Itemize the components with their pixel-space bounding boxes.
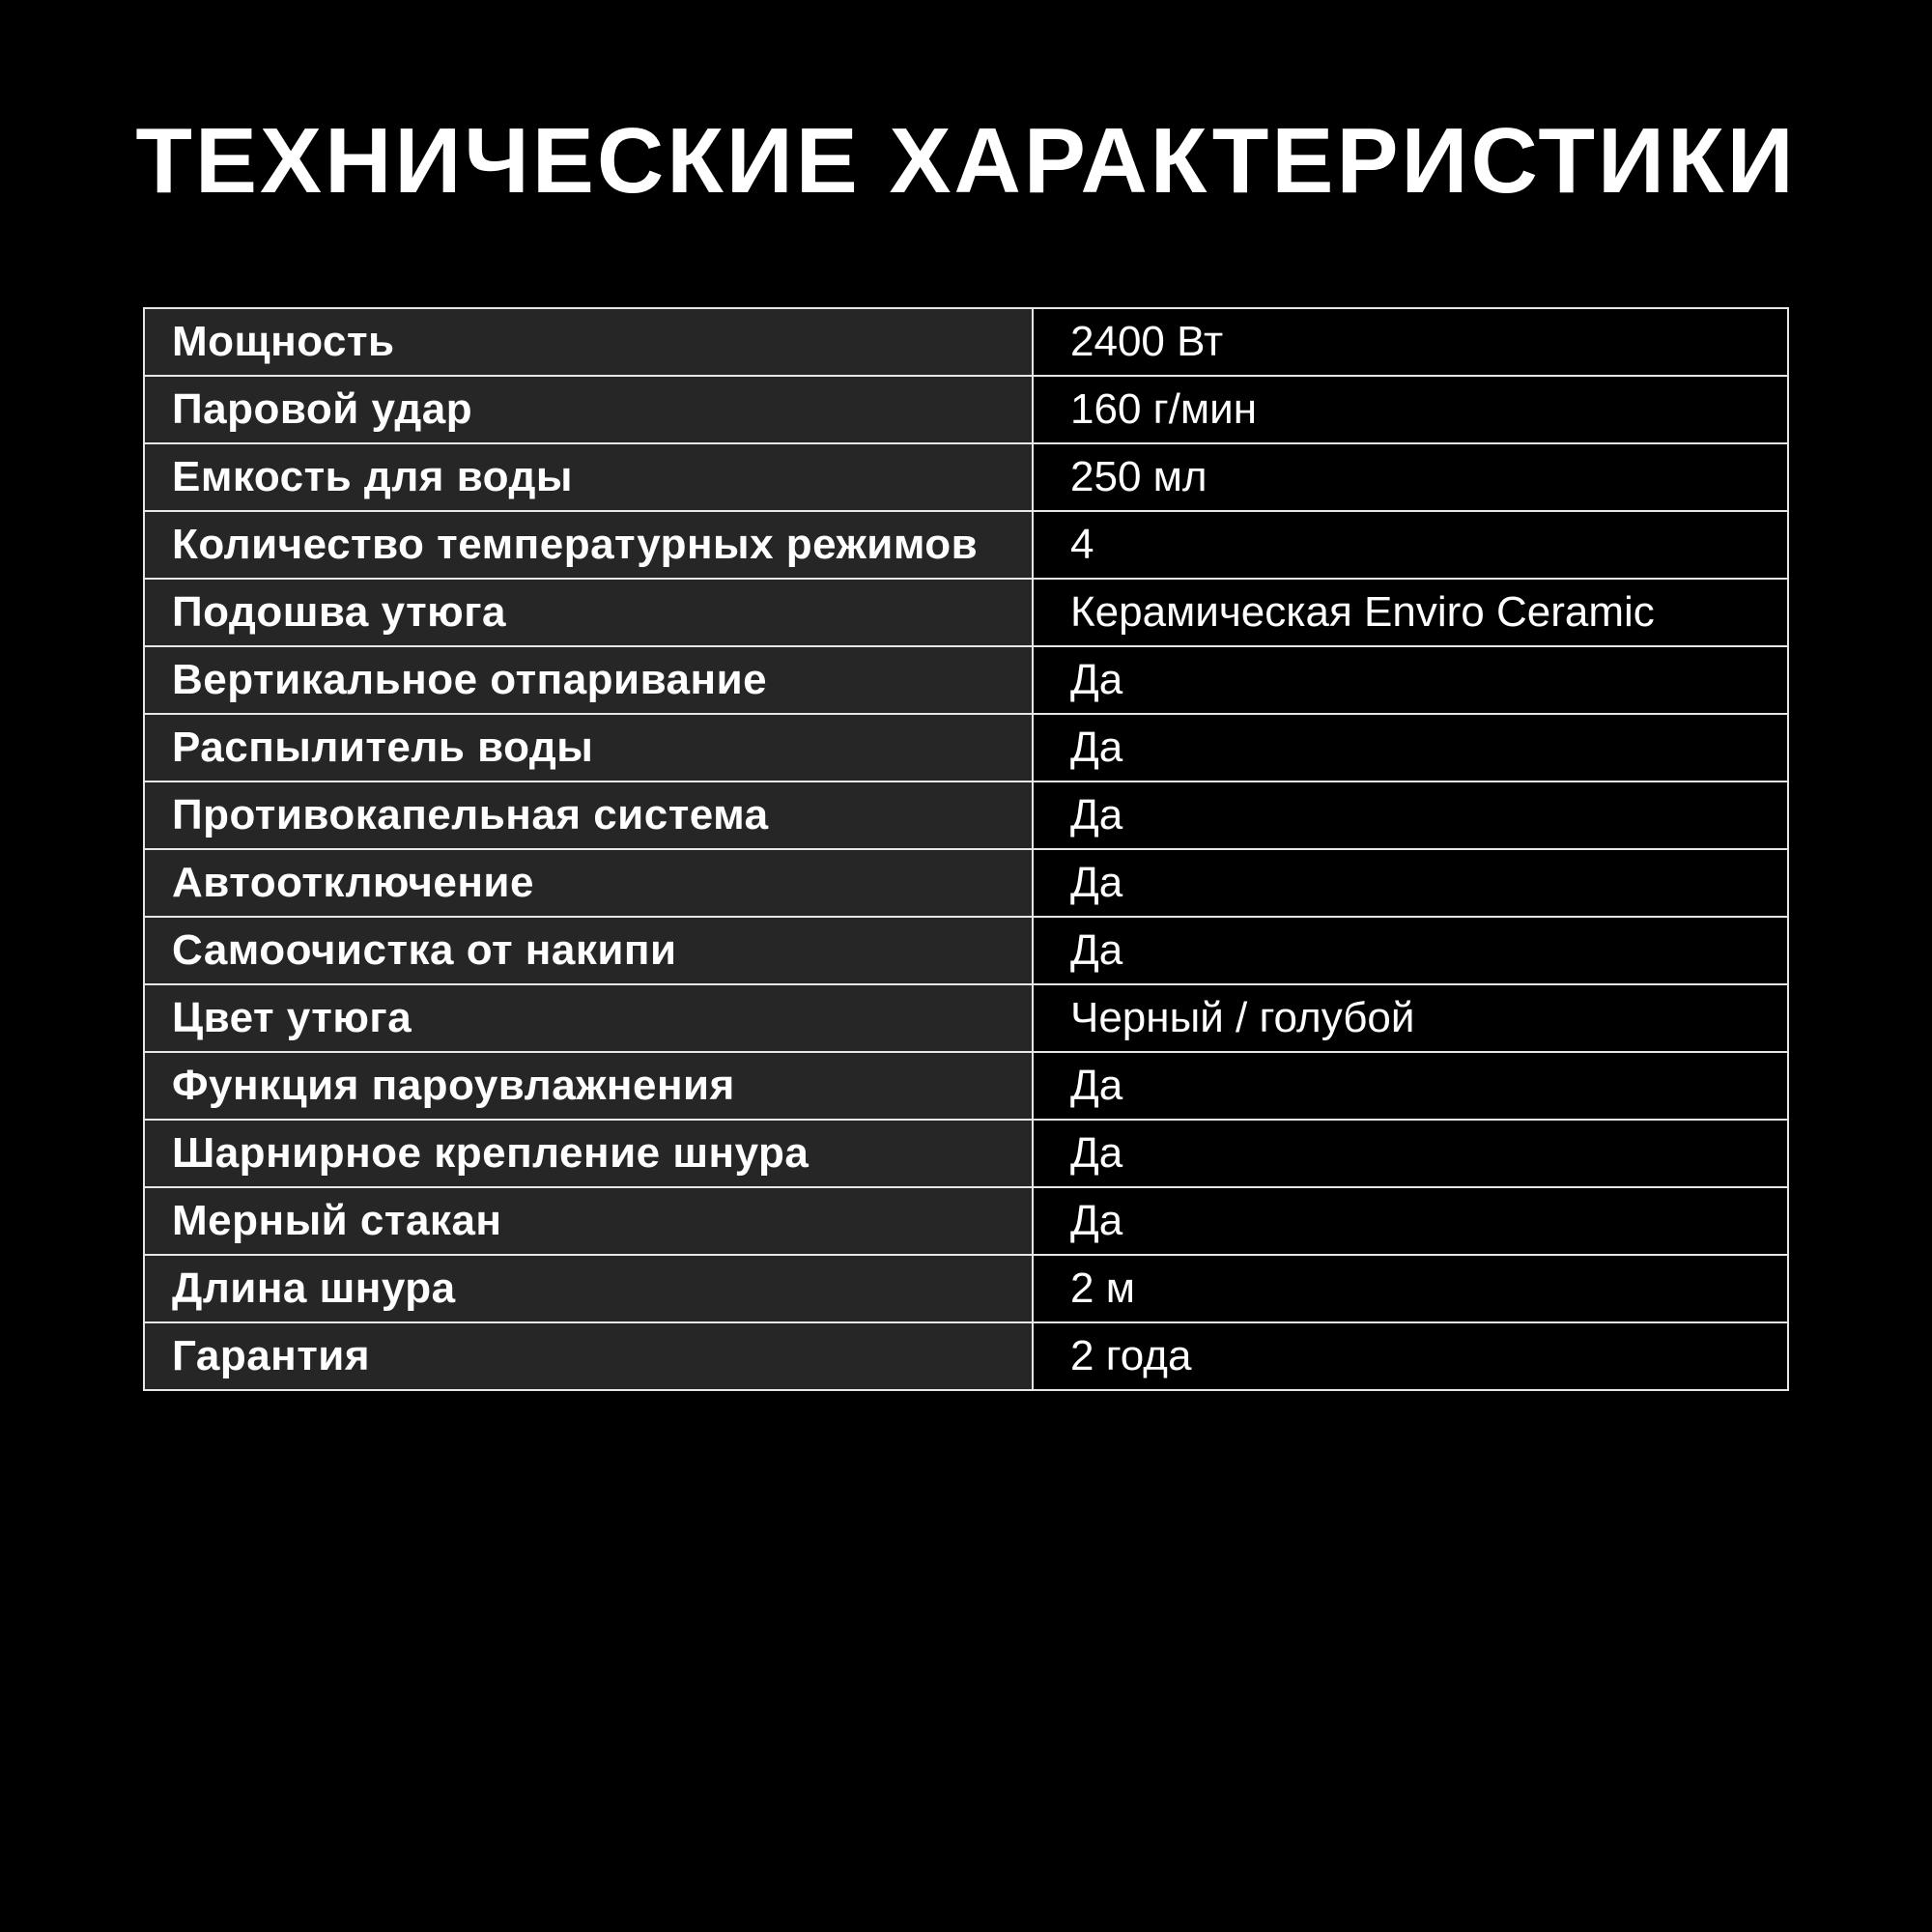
spec-value: 4 <box>1033 511 1788 579</box>
spec-label: Самоочистка от накипи <box>144 917 1033 984</box>
spec-value: 160 г/мин <box>1033 376 1788 443</box>
spec-label: Автоотключение <box>144 849 1033 917</box>
spec-label: Распылитель воды <box>144 714 1033 781</box>
spec-label: Длина шнура <box>144 1255 1033 1322</box>
spec-label: Емкость для воды <box>144 443 1033 511</box>
spec-value: 2 м <box>1033 1255 1788 1322</box>
spec-value: Да <box>1033 1187 1788 1255</box>
spec-label: Гарантия <box>144 1322 1033 1390</box>
spec-label: Цвет утюга <box>144 984 1033 1052</box>
spec-row <box>144 781 1788 849</box>
spec-row <box>144 984 1788 1052</box>
spec-row <box>144 308 1788 376</box>
spec-value: 2400 Вт <box>1033 308 1788 376</box>
spec-row <box>144 443 1788 511</box>
spec-row <box>144 917 1788 984</box>
spec-table <box>143 307 1789 1391</box>
spec-value: Да <box>1033 646 1788 714</box>
spec-row <box>144 1255 1788 1322</box>
spec-value: Да <box>1033 849 1788 917</box>
spec-row <box>144 1187 1788 1255</box>
spec-label: Подошва утюга <box>144 579 1033 646</box>
spec-label: Вертикальное отпаривание <box>144 646 1033 714</box>
spec-row <box>144 579 1788 646</box>
spec-label: Паровой удар <box>144 376 1033 443</box>
spec-row <box>144 849 1788 917</box>
spec-value: Да <box>1033 714 1788 781</box>
spec-row <box>144 511 1788 579</box>
spec-row <box>144 376 1788 443</box>
spec-value: 250 мл <box>1033 443 1788 511</box>
spec-row <box>144 714 1788 781</box>
spec-label: Мерный стакан <box>144 1187 1033 1255</box>
page-title: ТЕХНИЧЕСКИЕ ХАРАКТЕРИСТИКИ <box>135 109 1797 213</box>
spec-value: Да <box>1033 781 1788 849</box>
spec-label: Функция пароувлажнения <box>144 1052 1033 1120</box>
spec-row <box>144 1052 1788 1120</box>
spec-value: Да <box>1033 1052 1788 1120</box>
spec-value: Керамическая Enviro Ceramic <box>1033 579 1788 646</box>
spec-row <box>144 1120 1788 1187</box>
spec-label: Мощность <box>144 308 1033 376</box>
spec-value: Черный / голубой <box>1033 984 1788 1052</box>
spec-label: Шарнирное крепление шнура <box>144 1120 1033 1187</box>
spec-row <box>144 646 1788 714</box>
spec-value: Да <box>1033 917 1788 984</box>
spec-value: 2 года <box>1033 1322 1788 1390</box>
spec-label: Противокапельная система <box>144 781 1033 849</box>
spec-label: Количество температурных режимов <box>144 511 1033 579</box>
spec-value: Да <box>1033 1120 1788 1187</box>
spec-row <box>144 1322 1788 1390</box>
